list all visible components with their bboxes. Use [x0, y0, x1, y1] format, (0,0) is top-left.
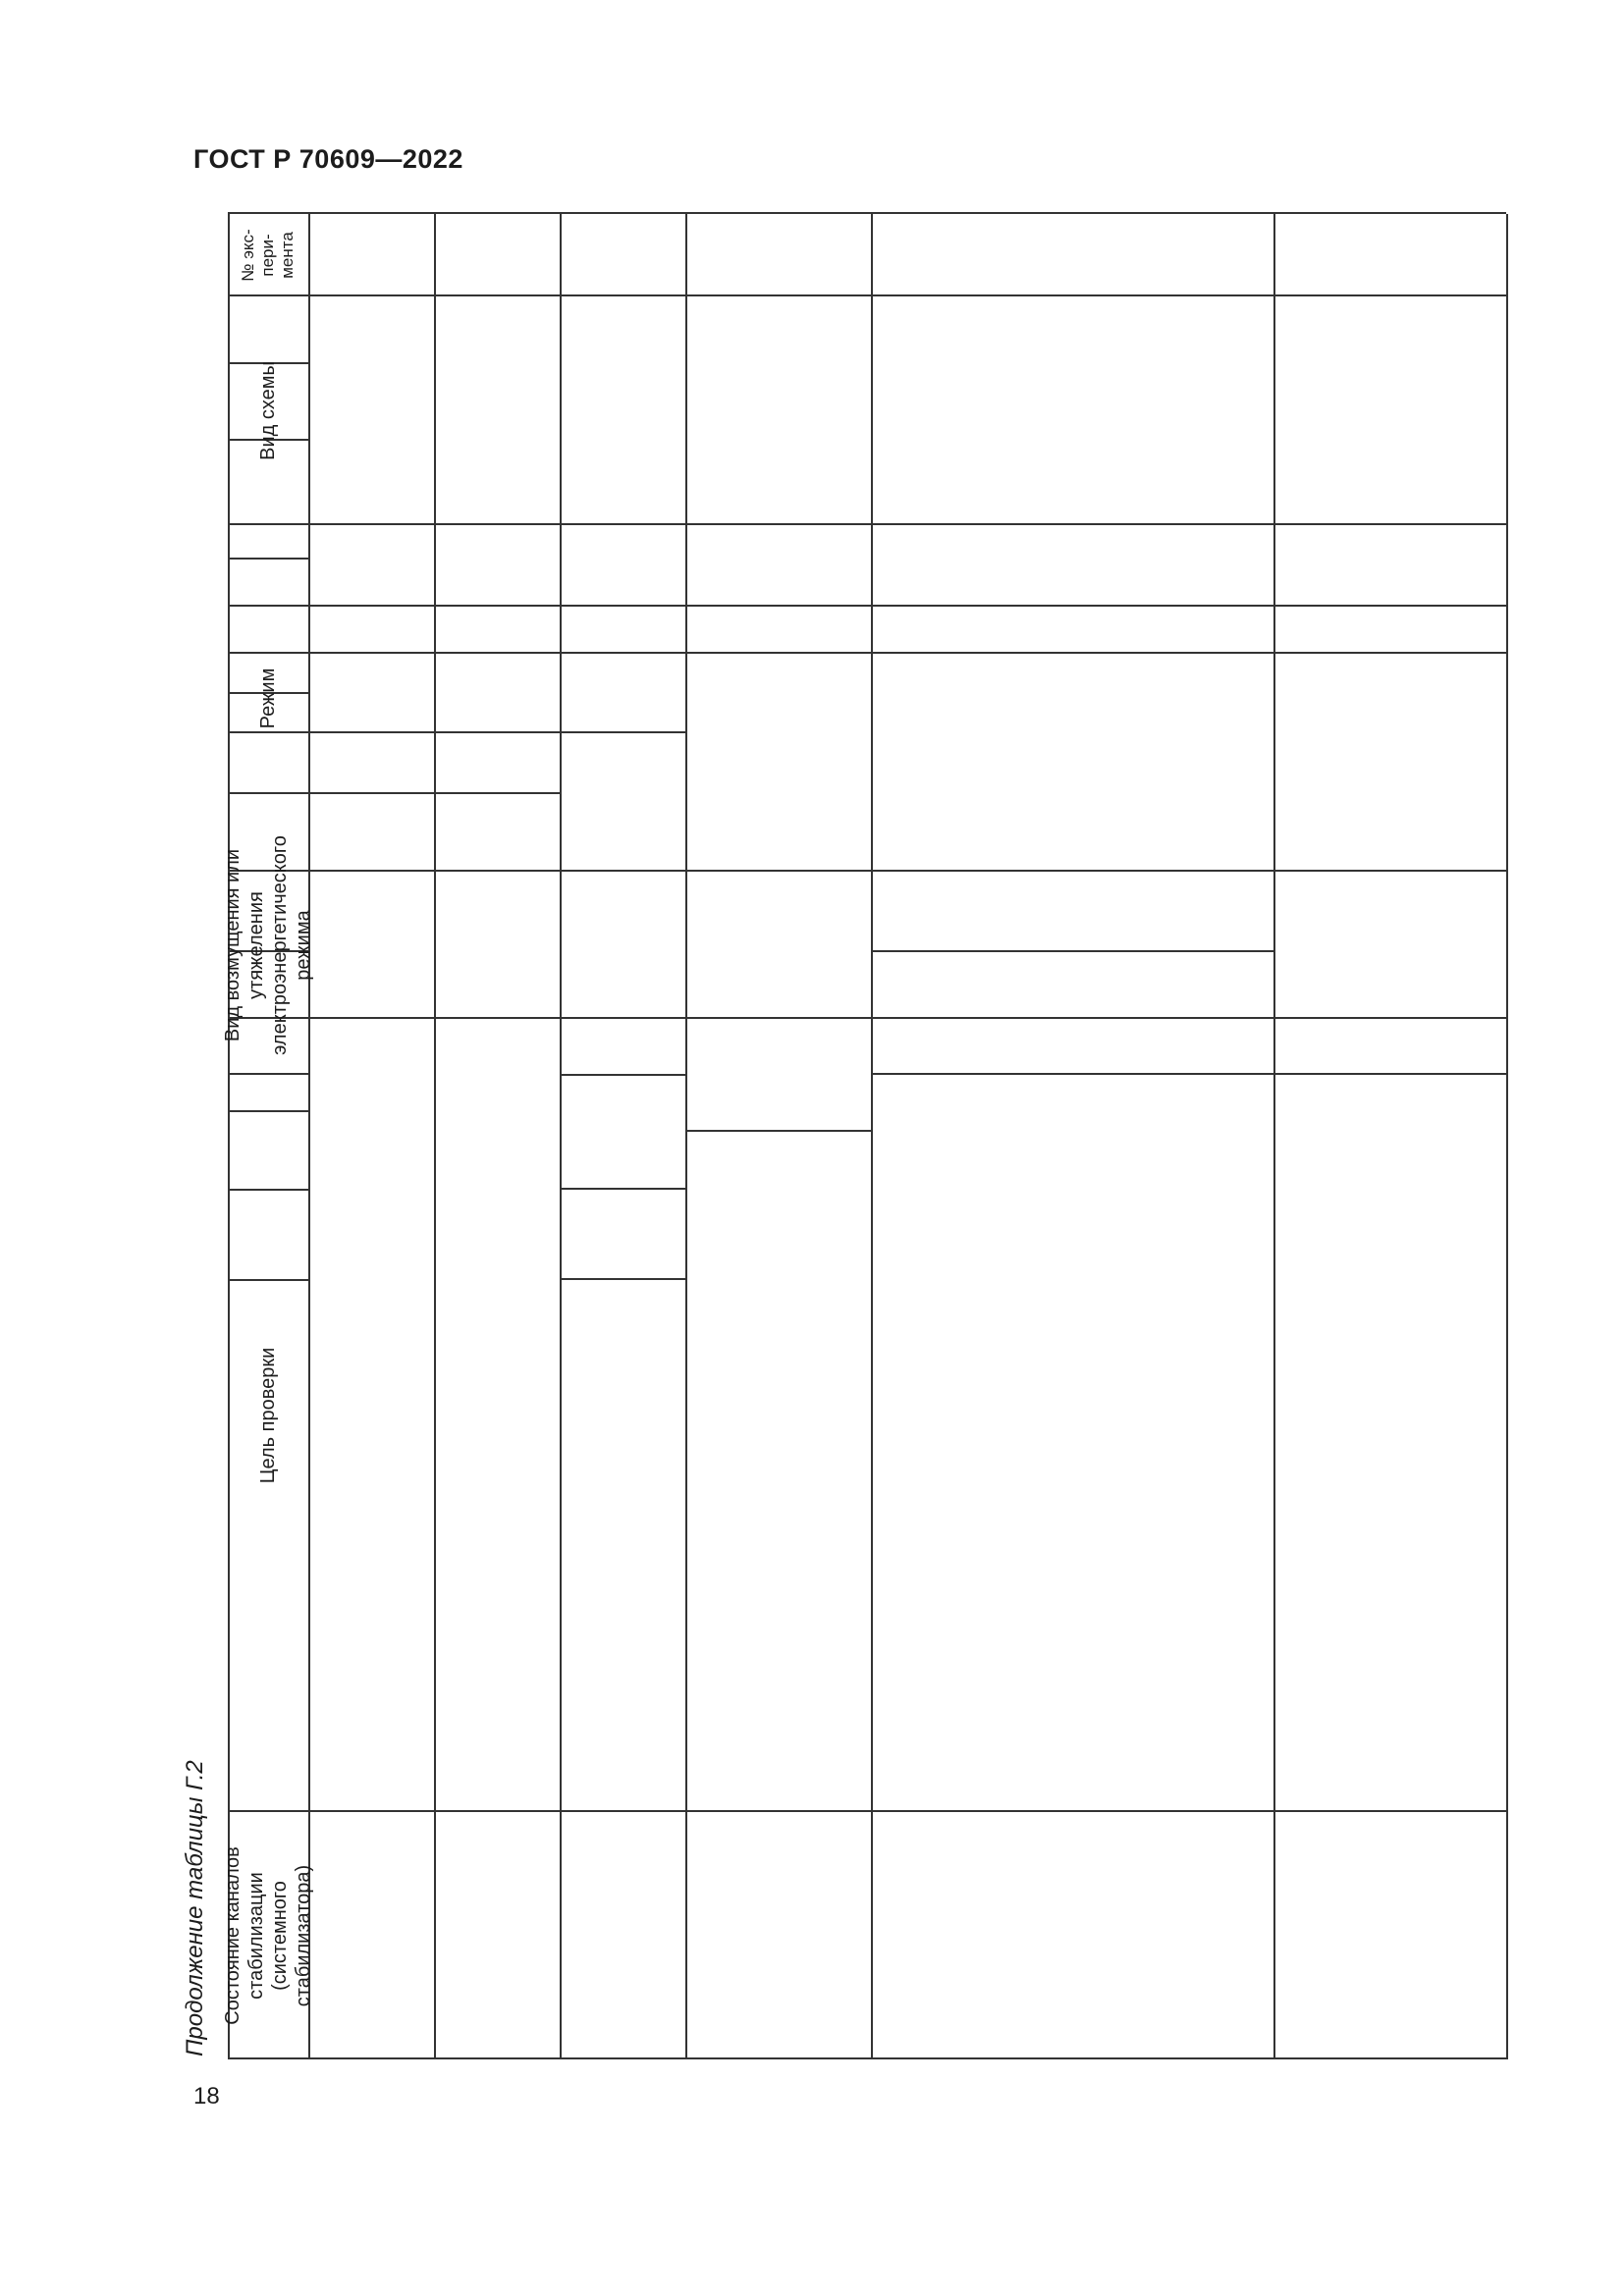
- table-line: [228, 212, 1506, 214]
- table-line: [228, 605, 1506, 607]
- col-header-scheme: Вид схемы: [257, 361, 279, 460]
- col-header-mode: Режим: [257, 667, 279, 729]
- table-line: [1273, 214, 1275, 2059]
- col-header-state: Состояние каналов стабилизации (системного стабилизатора): [222, 1846, 314, 2025]
- col-header-disturbance: Вид возмущения или утяжеления электроэнергетического режима: [222, 835, 314, 1055]
- table-line: [871, 214, 873, 2059]
- page-number: 18: [193, 2083, 220, 2109]
- table-line: [228, 523, 1506, 525]
- table-line: [434, 214, 436, 2059]
- table-line: [228, 1810, 1506, 1812]
- table-line: [228, 2057, 1506, 2059]
- table-line: [228, 652, 1506, 654]
- table-line: [685, 214, 687, 2059]
- table-line: [685, 1130, 871, 1132]
- table-line: [1506, 214, 1508, 2059]
- col-header-goal: Цель проверки: [257, 1347, 279, 1484]
- table-line: [560, 214, 562, 2059]
- table-line: [871, 950, 1273, 952]
- table-line: [560, 1278, 685, 1280]
- table-g2: [222, 214, 1506, 2059]
- table-line: [560, 1074, 685, 1076]
- document-header: ГОСТ Р 70609—2022: [193, 144, 463, 174]
- table-line: [308, 214, 310, 2059]
- col-header-number: № экс-пери-мента: [239, 229, 297, 282]
- table-line: [871, 1073, 1506, 1075]
- table-caption: Продолжение таблицы Г.2: [182, 1760, 208, 2056]
- table-line: [560, 1188, 685, 1190]
- table-line: [228, 294, 1506, 296]
- table-line: [228, 870, 1506, 872]
- table-line: [228, 1017, 1506, 1019]
